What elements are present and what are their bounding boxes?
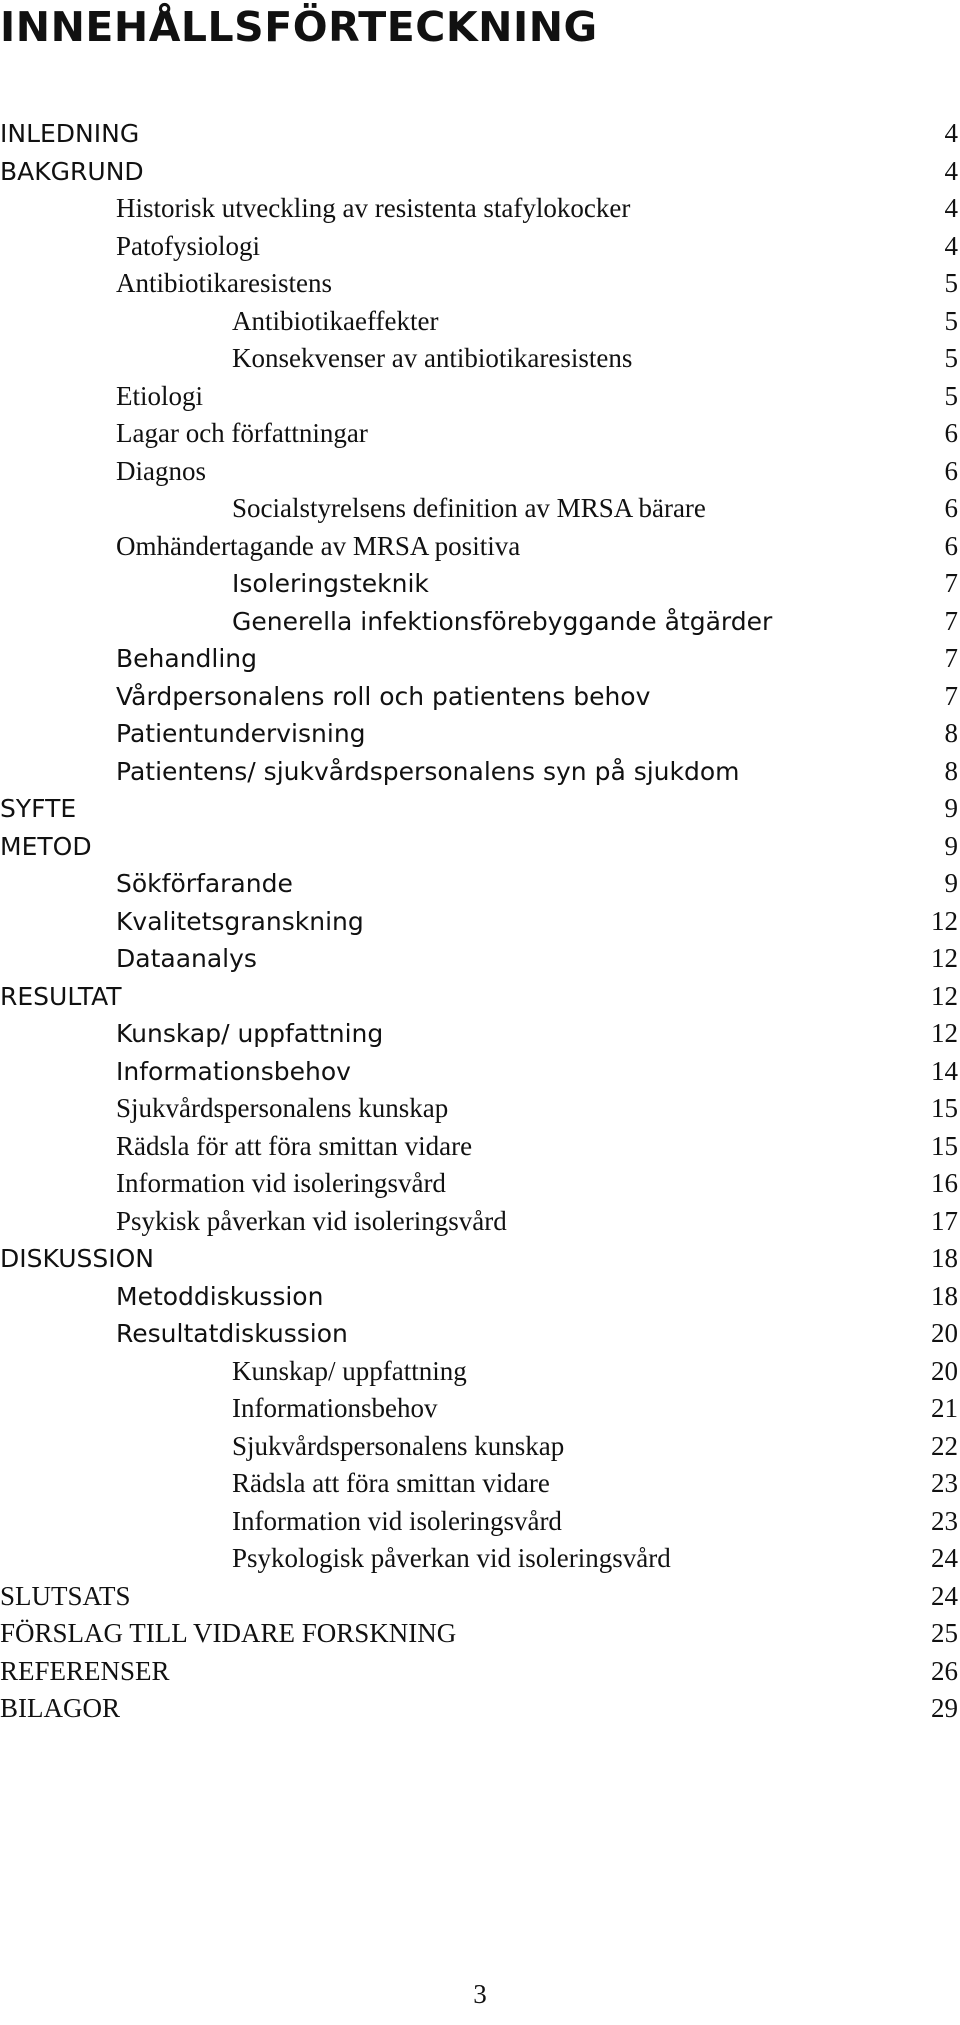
- toc-entry-page: 9: [944, 793, 958, 823]
- toc-entry-page: 6: [944, 493, 958, 523]
- toc-entry: [0, 978, 960, 1016]
- toc-entry-page: 16: [931, 1168, 958, 1198]
- toc-entry: [0, 1128, 960, 1166]
- toc-entry-label: INLEDNING: [0, 119, 140, 148]
- toc-entry-page: 24: [931, 1580, 958, 1611]
- toc-entry: [0, 1090, 960, 1128]
- toc-entry-page: 12: [931, 905, 958, 936]
- toc-entry-label: BAKGRUND: [0, 156, 144, 186]
- toc-entry-page: 7: [944, 605, 958, 636]
- toc-entry-page: 6: [944, 455, 958, 486]
- toc-entry-page: 8: [944, 718, 958, 748]
- toc-entry: [0, 153, 960, 191]
- toc-entry: [0, 1353, 960, 1391]
- toc-entry-page: 12: [931, 943, 958, 973]
- toc-entry-label: METOD: [0, 831, 92, 861]
- toc-entry-label: Psykologisk påverkan vid isoleringsvård: [232, 1543, 671, 1573]
- toc-entry: [0, 940, 960, 978]
- toc-entry: [0, 1165, 960, 1203]
- toc-entry-page: 15: [931, 1093, 958, 1123]
- toc-entry-label: Dataanalys: [116, 944, 257, 973]
- toc-entry-page: 25: [931, 1618, 958, 1648]
- toc-entry-label: RESULTAT: [0, 981, 122, 1011]
- toc-entry-label: Isoleringsteknik: [232, 569, 429, 598]
- toc-entry: [0, 340, 960, 378]
- toc-entry: [0, 453, 960, 491]
- toc-entry-page: 29: [931, 1693, 958, 1723]
- toc-entry-label: Sökförfarande: [116, 869, 293, 898]
- toc-entry-label: Patofysiologi: [116, 230, 261, 261]
- toc-entry-page: 5: [944, 380, 958, 411]
- toc-entry-page: 4: [944, 118, 958, 148]
- toc-entry-page: 20: [931, 1318, 958, 1348]
- toc-entry-page: 6: [944, 418, 958, 448]
- toc-entry-label: Patientundervisning: [116, 719, 366, 748]
- toc-entry: [0, 190, 960, 228]
- toc-entry-label: Resultatdiskussion: [116, 1319, 348, 1348]
- toc-entry: [0, 1240, 960, 1278]
- toc-entry: [0, 1053, 960, 1091]
- toc-entry-label: Lagar och författningar: [116, 418, 368, 448]
- toc-entry-page: 17: [931, 1205, 958, 1236]
- toc-entry-page: 15: [931, 1130, 958, 1161]
- toc-entry: [0, 715, 960, 753]
- page-title: INNEHÅLLSFÖRTECKNING: [0, 3, 598, 51]
- toc-entry-label: Rädsla att föra smittan vidare: [232, 1468, 550, 1498]
- toc-entry-page: 24: [931, 1543, 958, 1573]
- toc-entry: [0, 1503, 960, 1541]
- toc-entry-label: Diagnos: [116, 455, 206, 486]
- toc-entry-label: Historisk utveckling av resistenta stafylokocker: [116, 193, 631, 223]
- toc-entry-page: 7: [944, 680, 958, 711]
- toc-entry: [0, 303, 960, 341]
- toc-entry: [0, 1653, 960, 1691]
- toc-entry-label: Psykisk påverkan vid isoleringsvård: [116, 1205, 507, 1236]
- toc-entry-label: Kvalitetsgranskning: [116, 906, 364, 936]
- toc-entry: [0, 865, 960, 903]
- toc-entry-label: Informationsbehov: [232, 1393, 438, 1423]
- toc-entry-label: Sjukvårdspersonalens kunskap: [116, 1093, 449, 1123]
- toc-entry: [0, 640, 960, 678]
- toc-entry: [0, 528, 960, 566]
- toc-entry: [0, 490, 960, 528]
- toc-entry: [0, 1578, 960, 1616]
- toc-entry-label: REFERENSER: [0, 1655, 170, 1686]
- toc-entry-label: SYFTE: [0, 794, 77, 823]
- toc-entry: [0, 265, 960, 303]
- toc-entry-page: 21: [931, 1393, 958, 1423]
- toc-entry-page: 12: [931, 980, 958, 1011]
- toc-entry-page: 18: [931, 1280, 958, 1311]
- toc-entry: [0, 115, 960, 153]
- toc-entry-page: 9: [944, 830, 958, 861]
- toc-entry-label: Metoddiskussion: [116, 1281, 324, 1311]
- toc-entry-page: 7: [944, 568, 958, 598]
- page-number: 3: [473, 1979, 487, 2009]
- toc-entry-page: 8: [944, 755, 958, 786]
- toc-entry-page: 18: [931, 1243, 958, 1273]
- toc-entry-label: Omhändertagande av MRSA positiva: [116, 530, 521, 561]
- toc-entry-label: Generella infektionsförebyggande åtgärder: [232, 606, 773, 636]
- toc-entry: [0, 228, 960, 266]
- toc-entry: [0, 1428, 960, 1466]
- toc-entry-page: 7: [944, 643, 958, 673]
- toc-entry-page: 5: [944, 305, 958, 336]
- toc-entry-page: 4: [944, 155, 958, 186]
- toc-entry: [0, 903, 960, 941]
- toc-entry-label: Kunskap/ uppfattning: [232, 1355, 467, 1386]
- toc-entry-label: DISKUSSION: [0, 1244, 155, 1273]
- toc-entry: [0, 415, 960, 453]
- toc-entry-label: Sjukvårdspersonalens kunskap: [232, 1430, 565, 1461]
- toc-entry: [0, 678, 960, 716]
- toc-entry-page: 20: [931, 1355, 958, 1386]
- toc-entry: [0, 1278, 960, 1316]
- toc-entry-label: Patientens/ sjukvårdspersonalens syn på sjukdom: [116, 756, 740, 786]
- toc-entry: [0, 1690, 960, 1728]
- toc-entry-label: Antibiotikaeffekter: [232, 305, 439, 336]
- toc-entry-label: Informationsbehov: [116, 1056, 351, 1086]
- toc-entry-page: 26: [931, 1655, 958, 1686]
- toc-entry-label: FÖRSLAG TILL VIDARE FORSKNING: [0, 1618, 457, 1648]
- toc-entry-label: Kunskap/ uppfattning: [116, 1019, 384, 1048]
- toc-entry-page: 23: [931, 1468, 958, 1498]
- toc-entry-label: SLUTSATS: [0, 1580, 131, 1611]
- toc-entry-page: 6: [944, 530, 958, 561]
- toc-entry-label: Information vid isoleringsvård: [232, 1505, 562, 1536]
- toc-entry: [0, 753, 960, 791]
- table-of-contents: [0, 115, 960, 1728]
- toc-entry: [0, 1615, 960, 1653]
- toc-entry-page: 4: [944, 230, 958, 261]
- toc-entry-label: Etiologi: [116, 380, 203, 411]
- toc-entry: [0, 790, 960, 828]
- toc-entry-label: Konsekvenser av antibiotikaresistens: [232, 343, 633, 373]
- toc-entry-page: 9: [944, 868, 958, 898]
- toc-entry: [0, 603, 960, 641]
- toc-entry: [0, 565, 960, 603]
- toc-entry: [0, 1315, 960, 1353]
- toc-entry: [0, 1540, 960, 1578]
- toc-entry-page: 22: [931, 1430, 958, 1461]
- toc-entry-label: Socialstyrelsens definition av MRSA bärare: [232, 493, 706, 523]
- toc-entry-label: Information vid isoleringsvård: [116, 1168, 446, 1198]
- toc-entry: [0, 1203, 960, 1241]
- toc-entry: [0, 1390, 960, 1428]
- toc-entry-page: 23: [931, 1505, 958, 1536]
- toc-entry-page: 14: [931, 1055, 958, 1086]
- toc-entry-label: Antibiotikaresistens: [116, 268, 332, 298]
- toc-entry-label: Rädsla för att föra smittan vidare: [116, 1130, 473, 1161]
- toc-entry: [0, 1465, 960, 1503]
- toc-entry-label: BILAGOR: [0, 1693, 120, 1723]
- toc-entry-page: 5: [944, 268, 958, 298]
- toc-entry-page: 4: [944, 193, 958, 223]
- toc-entry-label: Behandling: [116, 644, 258, 673]
- toc-entry-page: 12: [931, 1018, 958, 1048]
- toc-entry: [0, 828, 960, 866]
- toc-entry: [0, 1015, 960, 1053]
- toc-entry-label: Vårdpersonalens roll och patientens behov: [116, 681, 651, 711]
- toc-entry: [0, 378, 960, 416]
- toc-entry-page: 5: [944, 343, 958, 373]
